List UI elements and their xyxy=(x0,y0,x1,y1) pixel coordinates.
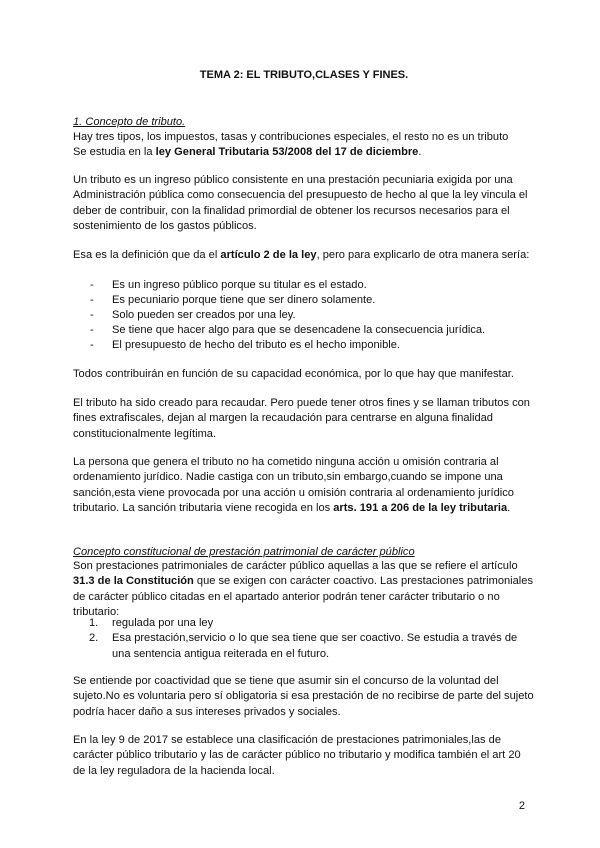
text-run: . xyxy=(507,502,511,515)
list-text: regulada por una ley xyxy=(112,617,214,629)
articles-reference: arts. 191 a 206 de la ley tributaria xyxy=(333,502,508,515)
text-run: que se exigen con carácter coactivo. Las prestaciones patrimoniales de carácter público citadas en el apartado anterior podrán tener carácter tributario o no tributario: xyxy=(73,575,533,619)
list-item: - Es pecuniario porque tiene que ser dinero solamente. xyxy=(73,293,535,308)
list-item xyxy=(73,631,535,662)
constitution-reference: 31.3 de la Constitución xyxy=(73,575,194,588)
document-title: TEMA 2: EL TRIBUTO,CLASES Y FINES. xyxy=(199,69,409,81)
paragraph-definition: Un tributo es un ingreso público consistente en una prestación pecuniaria exigida por una Administración pública como consecuencia del presupuesto de hecho al que la ley vincula el deber de contribuir, con la finalidad primordial de obtener los recursos necesarios para el sostenimiento de los gastos públicos. xyxy=(73,174,528,233)
list-text: Esa prestación,servicio o lo que sea tiene que ser coactivo. Se estudia a través de una sentencia antigua reiterada en el futuro. xyxy=(112,632,518,660)
paragraph-article xyxy=(73,248,535,263)
paragraph-purpose: El tributo ha sido creado para recaudar. Pero puede tener otros fines y se llaman tributos con fines extrafiscales, dejan al margen la recaudación para centrarse en alguna finalidad constitucionalmente legítima. xyxy=(73,397,530,440)
section2-heading: Concepto constitucional de prestación patrimonial de carácter público xyxy=(73,546,415,558)
section1-heading: 1. Concepto de tributo. xyxy=(73,116,186,128)
section1-line1: Hay tres tipos, los impuestos, tasas y contribuciones especiales, el resto no es un tributo xyxy=(73,131,509,143)
paragraph-sanction xyxy=(73,455,535,517)
paragraph-coactivity: Se entiende por coactividad que se tiene que asumir sin el concurso de la voluntad del sujeto.No es voluntaria pero sí obligatoria si esa prestación de no recibirse de parte del sujeto podría hacer daño a sus intereses privados y sociales. xyxy=(73,675,534,718)
text-run: Esa es la definición que da el xyxy=(73,249,221,261)
paragraph-constitutional xyxy=(73,559,535,621)
list-item: - Es un ingreso público porque su titular es el estado. xyxy=(73,278,535,293)
article-reference: artículo 2 de la ley xyxy=(220,249,317,261)
text-run: La persona que genera el tributo no ha cometido ninguna acción u omisión contraria al ordenamiento jurídico. Nadie castiga con un tributo,sin embargo,cuando se impone una sanción,esta viene provocada por una acción u omisión contraria al ordenamiento jurídico tributario. La sanción tributaria viene recogida en los xyxy=(73,456,514,515)
text-run: Son prestaciones patrimoniales de carácter público aquellas a las que se refiere el artículo xyxy=(73,560,518,572)
requirements-list xyxy=(73,616,535,662)
list-item: - Solo pueden ser creados por una ley. xyxy=(73,308,535,323)
characteristics-list xyxy=(73,278,535,353)
paragraph-law-2017: En la ley 9 de 2017 se establece una clasificación de prestaciones patrimoniales,las de carácter público tributario y las de carácter público no tributario y modifica también el art 20 de la ley reguladora de la hacienda local. xyxy=(73,734,521,777)
text-run: , pero para explicarlo de otra manera sería: xyxy=(316,249,530,261)
section1-line2 xyxy=(73,145,535,160)
list-number: 2. xyxy=(89,632,99,645)
law-reference: ley General Tributaria 53/2008 del 17 de diciembre xyxy=(155,146,419,158)
list-item: - El presupuesto de hecho del tributo es el hecho imponible. xyxy=(73,338,535,353)
list-item: - Se tiene que hacer algo para que se desencadene la consecuencia jurídica. xyxy=(73,323,535,338)
text-run: . xyxy=(418,146,422,158)
list-item xyxy=(73,616,535,631)
text-run: Se estudia en la xyxy=(73,146,156,158)
page-number: 2 xyxy=(518,800,525,812)
list-number: 1. xyxy=(89,617,99,629)
paragraph-capacity: Todos contribuirán en función de su capacidad económica, por lo que hay que manifestar. xyxy=(73,368,514,380)
